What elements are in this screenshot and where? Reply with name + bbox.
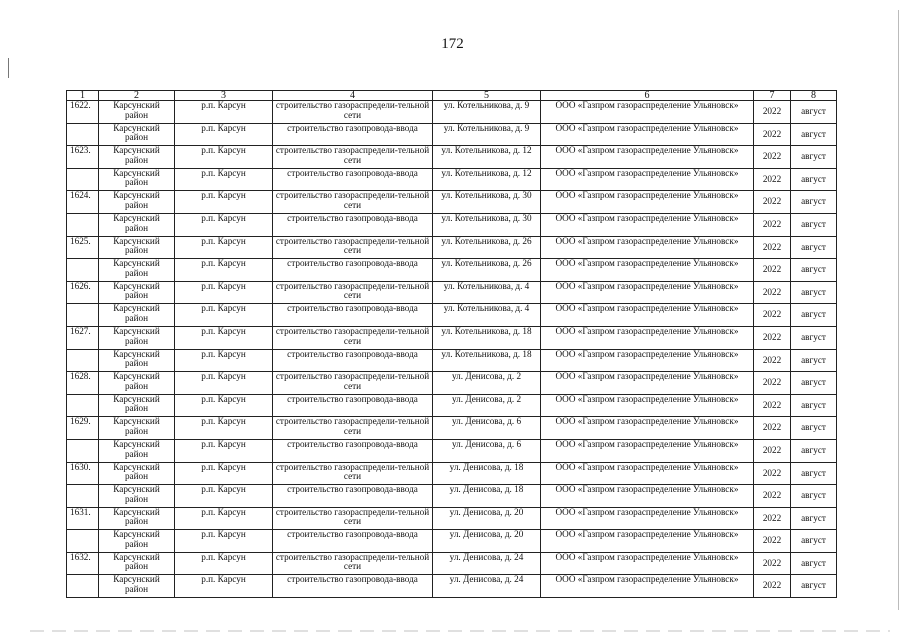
work-type-cell: строительство газопровода-ввода	[273, 304, 433, 327]
settlement-cell: р.п. Карсун	[175, 281, 273, 304]
address-cell: ул. Денисова, д. 18	[433, 485, 541, 508]
month-cell: август	[791, 530, 837, 553]
month-cell: август	[791, 417, 837, 440]
month-cell: август	[791, 191, 837, 214]
year-cell: 2022	[754, 213, 791, 236]
row-number	[67, 213, 99, 236]
register-table	[66, 90, 837, 598]
organization-cell: ООО «Газпром газораспределение Ульяновск»	[541, 552, 754, 575]
table-row	[67, 530, 837, 553]
table-row	[67, 236, 837, 259]
year-cell: 2022	[754, 259, 791, 282]
work-type-cell: строительство газораспредели-тельной сети	[273, 326, 433, 349]
header-cell-7: 7	[754, 91, 791, 101]
year-cell: 2022	[754, 236, 791, 259]
district-cell: Карсунский район	[99, 439, 175, 462]
settlement-cell: р.п. Карсун	[175, 259, 273, 282]
organization-cell: ООО «Газпром газораспределение Ульяновск»	[541, 191, 754, 214]
table-row	[67, 191, 837, 214]
table-row	[67, 281, 837, 304]
organization-cell: ООО «Газпром газораспределение Ульяновск»	[541, 101, 754, 124]
row-number	[67, 530, 99, 553]
table-row	[67, 349, 837, 372]
year-cell: 2022	[754, 168, 791, 191]
address-cell: ул. Денисова, д. 6	[433, 439, 541, 462]
row-number: 1630.	[67, 462, 99, 485]
work-type-cell: строительство газораспредели-тельной сети	[273, 146, 433, 169]
organization-cell: ООО «Газпром газораспределение Ульяновск»	[541, 372, 754, 395]
table-row	[67, 304, 837, 327]
row-number: 1624.	[67, 191, 99, 214]
district-cell: Карсунский район	[99, 146, 175, 169]
address-cell: ул. Котельникова, д. 30	[433, 191, 541, 214]
district-cell: Карсунский район	[99, 552, 175, 575]
organization-cell: ООО «Газпром газораспределение Ульяновск»	[541, 439, 754, 462]
register-table-wrap	[66, 90, 836, 598]
scan-edge-left	[8, 58, 9, 78]
district-cell: Карсунский район	[99, 281, 175, 304]
year-cell: 2022	[754, 485, 791, 508]
year-cell: 2022	[754, 281, 791, 304]
settlement-cell: р.п. Карсун	[175, 372, 273, 395]
table-row	[67, 101, 837, 124]
month-cell: август	[791, 575, 837, 598]
year-cell: 2022	[754, 191, 791, 214]
table-row	[67, 123, 837, 146]
year-cell: 2022	[754, 123, 791, 146]
organization-cell: ООО «Газпром газораспределение Ульяновск»	[541, 281, 754, 304]
row-number	[67, 575, 99, 598]
month-cell: август	[791, 101, 837, 124]
address-cell: ул. Котельникова, д. 12	[433, 146, 541, 169]
header-cell-3: 3	[175, 91, 273, 101]
year-cell: 2022	[754, 101, 791, 124]
year-cell: 2022	[754, 530, 791, 553]
organization-cell: ООО «Газпром газораспределение Ульяновск»	[541, 213, 754, 236]
year-cell: 2022	[754, 462, 791, 485]
work-type-cell: строительство газораспредели-тельной сети	[273, 191, 433, 214]
header-cell-4: 4	[273, 91, 433, 101]
month-cell: август	[791, 507, 837, 530]
work-type-cell: строительство газопровода-ввода	[273, 394, 433, 417]
address-cell: ул. Денисова, д. 18	[433, 462, 541, 485]
month-cell: август	[791, 394, 837, 417]
settlement-cell: р.п. Карсун	[175, 552, 273, 575]
district-cell: Карсунский район	[99, 372, 175, 395]
year-cell: 2022	[754, 575, 791, 598]
table-row	[67, 417, 837, 440]
district-cell: Карсунский район	[99, 191, 175, 214]
month-cell: август	[791, 485, 837, 508]
address-cell: ул. Денисова, д. 20	[433, 530, 541, 553]
year-cell: 2022	[754, 417, 791, 440]
table-row	[67, 259, 837, 282]
district-cell: Карсунский район	[99, 349, 175, 372]
header-row	[67, 91, 837, 101]
month-cell: август	[791, 146, 837, 169]
year-cell: 2022	[754, 372, 791, 395]
work-type-cell: строительство газораспредели-тельной сети	[273, 552, 433, 575]
district-cell: Карсунский район	[99, 417, 175, 440]
address-cell: ул. Котельникова, д. 12	[433, 168, 541, 191]
organization-cell: ООО «Газпром газораспределение Ульяновск»	[541, 575, 754, 598]
table-row	[67, 326, 837, 349]
organization-cell: ООО «Газпром газораспределение Ульяновск»	[541, 304, 754, 327]
table-row	[67, 439, 837, 462]
address-cell: ул. Котельникова, д. 9	[433, 123, 541, 146]
row-number	[67, 304, 99, 327]
table-row	[67, 213, 837, 236]
month-cell: август	[791, 236, 837, 259]
header-cell-5: 5	[433, 91, 541, 101]
table-row	[67, 485, 837, 508]
organization-cell: ООО «Газпром газораспределение Ульяновск»	[541, 507, 754, 530]
address-cell: ул. Денисова, д. 24	[433, 552, 541, 575]
address-cell: ул. Котельникова, д. 9	[433, 101, 541, 124]
month-cell: август	[791, 349, 837, 372]
settlement-cell: р.п. Карсун	[175, 213, 273, 236]
district-cell: Карсунский район	[99, 394, 175, 417]
row-number	[67, 259, 99, 282]
settlement-cell: р.п. Карсун	[175, 191, 273, 214]
settlement-cell: р.п. Карсун	[175, 146, 273, 169]
table-body	[67, 101, 837, 598]
settlement-cell: р.п. Карсун	[175, 439, 273, 462]
district-cell: Карсунский район	[99, 259, 175, 282]
district-cell: Карсунский район	[99, 236, 175, 259]
address-cell: ул. Денисова, д. 24	[433, 575, 541, 598]
month-cell: август	[791, 372, 837, 395]
work-type-cell: строительство газопровода-ввода	[273, 213, 433, 236]
work-type-cell: строительство газораспредели-тельной сети	[273, 462, 433, 485]
organization-cell: ООО «Газпром газораспределение Ульяновск»	[541, 462, 754, 485]
address-cell: ул. Денисова, д. 6	[433, 417, 541, 440]
settlement-cell: р.п. Карсун	[175, 304, 273, 327]
row-number	[67, 349, 99, 372]
settlement-cell: р.п. Карсун	[175, 507, 273, 530]
row-number: 1625.	[67, 236, 99, 259]
settlement-cell: р.п. Карсун	[175, 123, 273, 146]
row-number: 1626.	[67, 281, 99, 304]
work-type-cell: строительство газопровода-ввода	[273, 575, 433, 598]
row-number	[67, 394, 99, 417]
district-cell: Карсунский район	[99, 507, 175, 530]
year-cell: 2022	[754, 349, 791, 372]
page-number: 172	[441, 36, 464, 52]
address-cell: ул. Денисова, д. 2	[433, 394, 541, 417]
header-cell-1: 1	[67, 91, 99, 101]
work-type-cell: строительство газораспредели-тельной сети	[273, 281, 433, 304]
month-cell: август	[791, 281, 837, 304]
header-cell-6: 6	[541, 91, 754, 101]
table-row	[67, 552, 837, 575]
row-number: 1623.	[67, 146, 99, 169]
work-type-cell: строительство газораспредели-тельной сети	[273, 507, 433, 530]
row-number: 1631.	[67, 507, 99, 530]
work-type-cell: строительство газораспредели-тельной сети	[273, 417, 433, 440]
month-cell: август	[791, 304, 837, 327]
table-row	[67, 168, 837, 191]
table-row	[67, 462, 837, 485]
settlement-cell: р.п. Карсун	[175, 101, 273, 124]
row-number: 1622.	[67, 101, 99, 124]
address-cell: ул. Котельникова, д. 18	[433, 349, 541, 372]
district-cell: Карсунский район	[99, 485, 175, 508]
address-cell: ул. Котельникова, д. 4	[433, 281, 541, 304]
row-number	[67, 168, 99, 191]
address-cell: ул. Котельникова, д. 26	[433, 259, 541, 282]
year-cell: 2022	[754, 304, 791, 327]
organization-cell: ООО «Газпром газораспределение Ульяновск»	[541, 168, 754, 191]
year-cell: 2022	[754, 394, 791, 417]
address-cell: ул. Денисова, д. 20	[433, 507, 541, 530]
work-type-cell: строительство газопровода-ввода	[273, 439, 433, 462]
month-cell: август	[791, 439, 837, 462]
address-cell: ул. Котельникова, д. 26	[433, 236, 541, 259]
year-cell: 2022	[754, 326, 791, 349]
work-type-cell: строительство газопровода-ввода	[273, 530, 433, 553]
organization-cell: ООО «Газпром газораспределение Ульяновск»	[541, 394, 754, 417]
organization-cell: ООО «Газпром газораспределение Ульяновск»	[541, 530, 754, 553]
scan-edge-right	[898, 10, 899, 610]
district-cell: Карсунский район	[99, 462, 175, 485]
settlement-cell: р.п. Карсун	[175, 349, 273, 372]
row-number: 1632.	[67, 552, 99, 575]
address-cell: ул. Денисова, д. 2	[433, 372, 541, 395]
header-cell-2: 2	[99, 91, 175, 101]
work-type-cell: строительство газопровода-ввода	[273, 168, 433, 191]
row-number: 1627.	[67, 326, 99, 349]
month-cell: август	[791, 168, 837, 191]
settlement-cell: р.п. Карсун	[175, 168, 273, 191]
district-cell: Карсунский район	[99, 326, 175, 349]
settlement-cell: р.п. Карсун	[175, 462, 273, 485]
table-row	[67, 394, 837, 417]
row-number	[67, 485, 99, 508]
work-type-cell: строительство газораспредели-тельной сети	[273, 372, 433, 395]
month-cell: август	[791, 259, 837, 282]
row-number	[67, 439, 99, 462]
year-cell: 2022	[754, 552, 791, 575]
month-cell: август	[791, 552, 837, 575]
district-cell: Карсунский район	[99, 575, 175, 598]
organization-cell: ООО «Газпром газораспределение Ульяновск»	[541, 259, 754, 282]
district-cell: Карсунский район	[99, 530, 175, 553]
year-cell: 2022	[754, 439, 791, 462]
month-cell: август	[791, 462, 837, 485]
work-type-cell: строительство газораспредели-тельной сети	[273, 101, 433, 124]
district-cell: Карсунский район	[99, 213, 175, 236]
settlement-cell: р.п. Карсун	[175, 326, 273, 349]
row-number: 1628.	[67, 372, 99, 395]
month-cell: август	[791, 123, 837, 146]
district-cell: Карсунский район	[99, 101, 175, 124]
scan-bottom-noise	[30, 630, 890, 632]
work-type-cell: строительство газопровода-ввода	[273, 123, 433, 146]
address-cell: ул. Котельникова, д. 4	[433, 304, 541, 327]
settlement-cell: р.п. Карсун	[175, 417, 273, 440]
address-cell: ул. Котельникова, д. 30	[433, 213, 541, 236]
district-cell: Карсунский район	[99, 168, 175, 191]
work-type-cell: строительство газопровода-ввода	[273, 485, 433, 508]
header-cell-8: 8	[791, 91, 837, 101]
organization-cell: ООО «Газпром газораспределение Ульяновск»	[541, 417, 754, 440]
district-cell: Карсунский район	[99, 123, 175, 146]
organization-cell: ООО «Газпром газораспределение Ульяновск»	[541, 123, 754, 146]
settlement-cell: р.п. Карсун	[175, 575, 273, 598]
table-row	[67, 507, 837, 530]
year-cell: 2022	[754, 146, 791, 169]
month-cell: август	[791, 213, 837, 236]
row-number	[67, 123, 99, 146]
address-cell: ул. Котельникова, д. 18	[433, 326, 541, 349]
year-cell: 2022	[754, 507, 791, 530]
settlement-cell: р.п. Карсун	[175, 485, 273, 508]
table-row	[67, 146, 837, 169]
organization-cell: ООО «Газпром газораспределение Ульяновск»	[541, 349, 754, 372]
table-row	[67, 575, 837, 598]
month-cell: август	[791, 326, 837, 349]
row-number: 1629.	[67, 417, 99, 440]
organization-cell: ООО «Газпром газораспределение Ульяновск»	[541, 485, 754, 508]
table-row	[67, 372, 837, 395]
work-type-cell: строительство газопровода-ввода	[273, 349, 433, 372]
organization-cell: ООО «Газпром газораспределение Ульяновск»	[541, 326, 754, 349]
settlement-cell: р.п. Карсун	[175, 530, 273, 553]
district-cell: Карсунский район	[99, 304, 175, 327]
work-type-cell: строительство газораспредели-тельной сети	[273, 236, 433, 259]
work-type-cell: строительство газопровода-ввода	[273, 259, 433, 282]
settlement-cell: р.п. Карсун	[175, 394, 273, 417]
organization-cell: ООО «Газпром газораспределение Ульяновск»	[541, 236, 754, 259]
settlement-cell: р.п. Карсун	[175, 236, 273, 259]
organization-cell: ООО «Газпром газораспределение Ульяновск»	[541, 146, 754, 169]
